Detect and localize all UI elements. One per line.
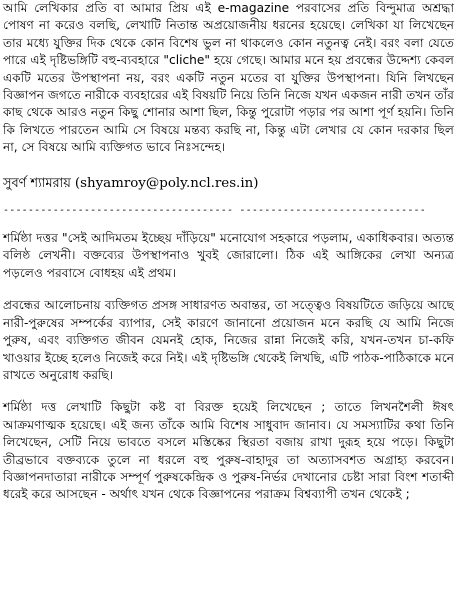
letter-paragraph: আমি লেখিকার প্রতি বা আমার প্রিয় এই e-magazine পরবাসের প্রতি বিন্দুমাত্র অশ্রদ্ধা পোষণ না করেও বলছি, লেখাটি নিতান্ত অপ্রয়োজনীয় ধরনের হয়েছে। লেখিকা যা লিখেছেন তার মধ্যে যুক্তির দিক থেকে কোন বিশেষ ভুল না থাকলেও কোন নতুনত্ব নেই। বরং বলা যেতে পারে এই দৃষ্টিভঙ্গিটি বহু-ব্যবহারে "cliche" হয়ে গেছে। আমার মনে হয় প্রবন্ধের উদ্দেশ্য কেবল একটি মতের উপস্থাপনা নয়, বরং একটি নতুন মতের বা যুক্তির উপস্থাপনা। যিনি লিখছেন বিজ্ঞাপন জগতে নারীকে ব্যবহারের এই বিষয়টি নিয়ে তিনি নিজে যখন একজন নারী তখন তাঁর কাছ থেকে আরও নতুন কিছু শোনার আশা ছিল, কিন্তু পুরোটা পড়ার পর আশা পূর্ণ হয়নি। তিনি কি লিখতে পারতেন আমি সে বিষয়ে মন্তব্য করছি না, কিন্তু এটা লেখার যে কোন দরকার ছিল না, সে বিষয়ে আমি ব্যক্তিগত ভাবে নিঃসন্দেহ। — [3, 1, 454, 155]
response-paragraph-3: শর্মিষ্ঠা দত্ত লেখাটি কিছুটা কষ্ট বা বিরক্ত হয়েই লিখেছেন ; তাতে লিখনশৈলী ঈষৎ আক্রমণাত্মক হয়েছে। এই জন্য তাঁকে আমি বিশেষ সাধুবাদ জানাব। যে সমস্যাটির কথা তিনি লিখেছেন, সেটি নিয়ে ভাবতে বসলে মস্তিষ্কের স্থিরতা বজায় রাখা দুরূহ হয়ে পড়ে। কিছুটা তীব্রভাবে বক্তব্যকে তুলে না ধরলে বহু পুরুষ-বাহাদুর তা অত্যাসবশত অগ্রাহ্য করবেন। বিজ্ঞাপনদাতারা নারীকে সম্পূর্ণ পুরুষকেন্দ্রিক ও পুরুষ-নির্ভর দেখানোর চেষ্টা সারা বিংশ শতাব্দী ধরেই করে আসছেন - অর্থাৎ যখন থেকে বিজ্ঞাপনের পরাক্রম বিশ্বব্যাপী তখন থেকেই ; — [3, 400, 454, 502]
section-divider: ------------------------------------- ------------------------------ — [3, 205, 426, 217]
signature-email: (shyamroy@poly.ncl.res.in) — [74, 175, 259, 191]
letter-signature — [3, 175, 454, 192]
response-paragraph-2: প্রবন্ধের আলোচনায় ব্যক্তিগত প্রসঙ্গ সাধারণত অবান্তর, তা সত্ত্বেও বিষয়টিতে জড়িয়ে আছে নারী-পুরুষের সম্পর্কের ব্যাপার, সেই কারণে জানানো প্রয়োজন মনে করছি যে আমি নিজে পুরুষ, এবং ব্যক্তিগত জীবন যেমনই হোক, নিজের রান্না নিজেই করি, যখন-তখন চা-কফি খাওয়ার ইচ্ছে হলেও নিজেই করে নিই। এই দৃষ্টিভঙ্গি থেকেই লিখছি, এটি পাঠক-পাঠিকাকে মনে রাখতে অনুরোধ করছি। — [3, 298, 454, 382]
response-paragraph-1: শর্মিষ্ঠা দত্তর "সেই আদিমতম ইচ্ছেয় দাঁড়িয়ে" মনোযোগ সহকারে পড়লাম, একাধিকবার। অত্যন্ত বলিষ্ঠ লেখনী। বক্তব্যের উপস্থাপনাও খুবই জোরালো। ঠিক এই আঙ্গিকের লেখা অন্যত্র পড়লেও পরবাসে বোধহয় এই প্রথম। — [3, 231, 454, 280]
signature-name: সুবর্ণ শ্যামরায় — [3, 175, 71, 191]
